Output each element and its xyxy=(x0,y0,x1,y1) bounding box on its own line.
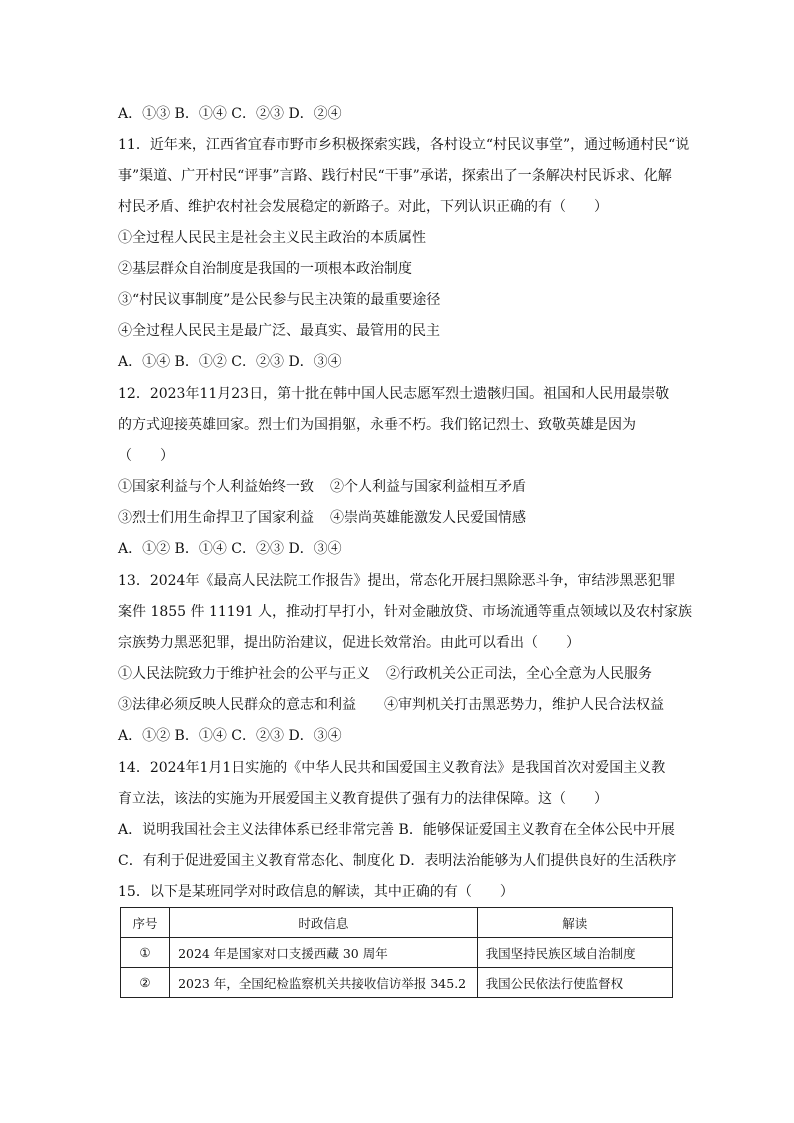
q12-item-4: ④崇尚英雄能激发人民爱国情感 xyxy=(330,510,526,526)
q12-stem-line-3: （ ） xyxy=(118,448,174,464)
q13-items-row-2 xyxy=(118,695,678,715)
q13-options: A．①② B．①④ C．②③ D．③④ xyxy=(118,728,342,744)
q13-stem-line-1: 13．2024年《最高人民法院工作报告》提出，常态化开展扫黑除恶斗争，审结涉黑恶犯罪 xyxy=(118,573,676,589)
q12-options: A．①② B．①④ C．②③ D．③④ xyxy=(118,541,342,557)
row-2-interpretation: 我国公民依法行使监督权 xyxy=(477,968,672,998)
q12-item-1: ①国家利益与个人利益始终一致 xyxy=(118,479,314,495)
row-2-index: ② xyxy=(121,968,170,998)
q13-stem-line-3: 宗族势力黑恶犯罪，提出防治建议，促进长效常治。由此可以看出（ ） xyxy=(118,635,580,651)
q11-item-1: ①全过程人民民主是社会主义民主政治的本质属性 xyxy=(118,230,426,246)
table-row xyxy=(121,968,673,998)
q11-stem-line-2: 事”渠道、广开村民“评事”言路、践行村民“干事”承诺，探索出了一条解决村民诉求、化解 xyxy=(118,168,672,184)
q12-stem-line-2: 的方式迎接英雄回家。烈士们为国捐躯，永垂不朽。我们铭记烈士、致敬英雄是因为 xyxy=(118,417,636,433)
row-1-news: 2024 年是国家对口支援西藏 30 周年 xyxy=(170,938,478,968)
q14-stem-line-2: 育立法，该法的实施为开展爱国主义教育提供了强有力的法律保障。这（ ） xyxy=(118,791,608,807)
q12-item-2: ②个人利益与国家利益相互矛盾 xyxy=(330,479,526,495)
header-news: 时政信息 xyxy=(170,908,478,938)
q12-items-row-2 xyxy=(118,508,678,528)
q11-item-3: ③“村民议事制度”是公民参与民主决策的最重要途径 xyxy=(118,292,441,308)
table-row xyxy=(121,938,673,968)
header-interpretation: 解读 xyxy=(477,908,672,938)
q11-stem-line-1: 11．近年来，江西省宜春市野市乡积极探索实践，各村设立“村民议事堂”，通过畅通村民“说 xyxy=(118,137,690,153)
header-index: 序号 xyxy=(121,908,170,938)
q11-options: A．①④ B．①② C．②③ D．③④ xyxy=(118,354,342,370)
q13-item-4: ④审判机关打击黑恶势力，维护人民合法权益 xyxy=(384,697,664,713)
q12-stem-line-1: 12．2023年11月23日，第十批在韩中国人民志愿军烈士遗骸归国。祖国和人民用最崇敬 xyxy=(118,386,670,402)
q13-stem-line-2: 案件 1855 件 11191 人，推动打早打小，针对金融放贷、市场流通等重点领域以及农村家族 xyxy=(118,604,692,620)
q13-item-1: ①人民法院致力于维护社会的公平与正义 xyxy=(118,666,370,682)
q14-options-line-2: C．有利于促进爱国主义教育常态化、制度化 D．表明法治能够为人们提供良好的生活秩序 xyxy=(118,853,677,869)
q11-item-2: ②基层群众自治制度是我国的一项根本政治制度 xyxy=(118,261,412,277)
q13-items-row-1 xyxy=(118,664,678,684)
q14-stem-line-1: 14．2024年1月1日实施的《中华人民共和国爱国主义教育法》是我国首次对爱国主义教 xyxy=(118,760,666,776)
q12-items-row-1 xyxy=(118,477,678,497)
q11-stem-line-3: 村民矛盾、维护农村社会发展稳定的新路子。对此，下列认识正确的有（ ） xyxy=(118,199,608,215)
q15-stem: 15．以下是某班同学对时政信息的解读，其中正确的有（ ） xyxy=(118,884,514,900)
q10-options: A．①③ B．①④ C．②③ D．②④ xyxy=(118,106,342,122)
table-header-row xyxy=(121,908,673,938)
q13-item-2: ②行政机关公正司法，全心全意为人民服务 xyxy=(386,666,652,682)
row-1-index: ① xyxy=(121,938,170,968)
q13-item-3: ③法律必须反映人民群众的意志和利益 xyxy=(118,697,356,713)
row-1-interpretation: 我国坚持民族区域自治制度 xyxy=(477,938,672,968)
q11-item-4: ④全过程人民民主是最广泛、最真实、最管用的民主 xyxy=(118,323,440,339)
q14-options-line-1: A．说明我国社会主义法律体系已经非常完善 B．能够保证爱国主义教育在全体公民中开展 xyxy=(118,822,675,838)
q15-info-table xyxy=(120,907,673,998)
row-2-news: 2023 年，全国纪检监察机关共接收信访举报 345.2 xyxy=(170,968,478,998)
q12-item-3: ③烈士们用生命捍卫了国家利益 xyxy=(118,510,314,526)
